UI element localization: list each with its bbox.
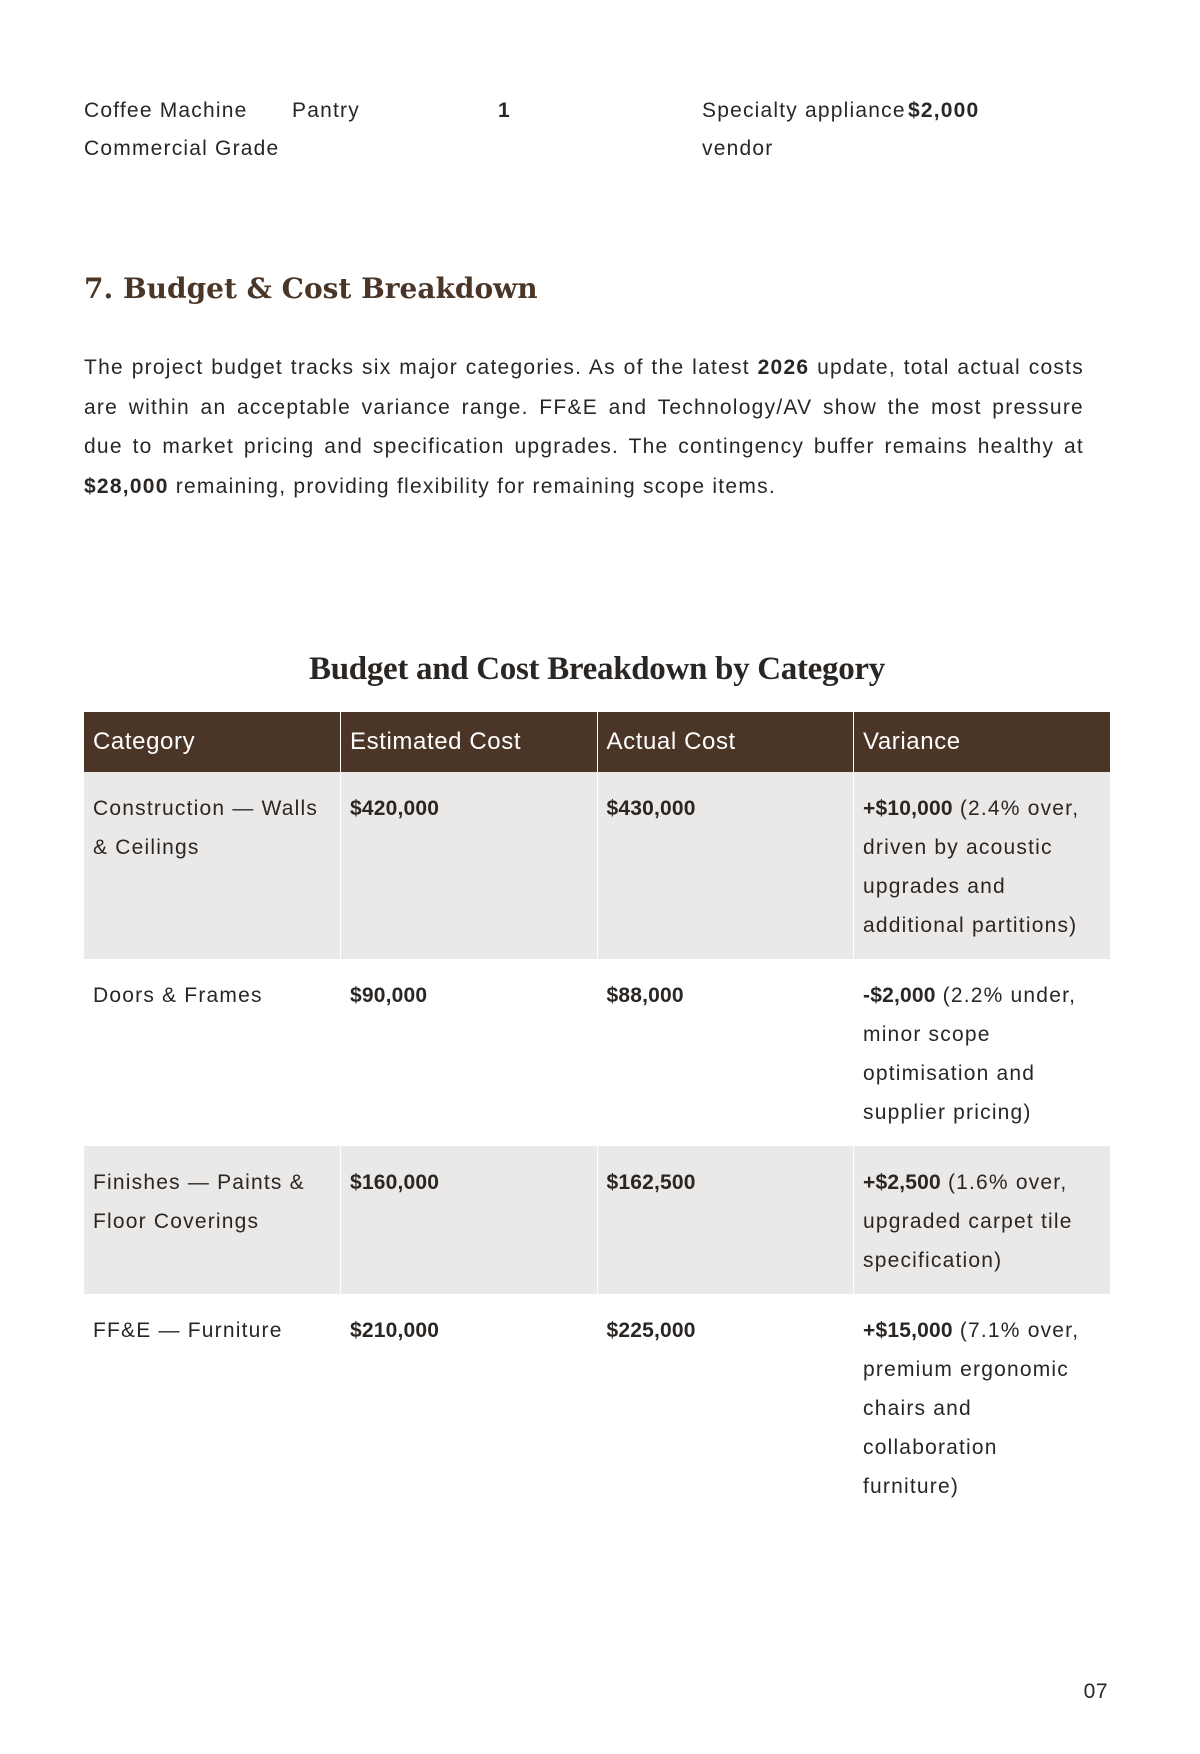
budget-table: [84, 712, 1111, 1520]
variance-cell: [854, 1146, 1111, 1294]
table-row: [84, 1146, 1110, 1294]
variance-cell: [854, 959, 1111, 1146]
variance-amount: +$10,000: [863, 797, 953, 820]
table-row: [84, 1294, 1110, 1520]
section-intro-paragraph: [84, 348, 1084, 506]
category-cell: FF&E — Furniture: [84, 1294, 341, 1520]
table-header-row: [84, 712, 1110, 772]
item-cell: Coffee Machine Commercial Grade: [84, 99, 280, 160]
category-cell: Doors & Frames: [84, 959, 341, 1146]
variance-note: (7.1% over, premium ergonomic chairs and collaboration furniture): [863, 1319, 1080, 1498]
header-category: Category: [84, 712, 341, 772]
actual-cost-cell: $162,500: [597, 1146, 854, 1294]
category-cell: Finishes — Paints & Floor Coverings: [84, 1146, 341, 1294]
quantity-cell: 1: [498, 99, 511, 122]
cost-cell: $2,000: [908, 99, 980, 122]
estimated-cost-cell: $160,000: [341, 1146, 598, 1294]
actual-cost-cell: $225,000: [597, 1294, 854, 1520]
header-estimated-cost: Estimated Cost: [341, 712, 598, 772]
header-variance: Variance: [854, 712, 1111, 772]
table-row: [84, 772, 1110, 959]
estimated-cost-cell: $420,000: [341, 772, 598, 959]
intro-text-1: The project budget tracks six major categories. As of the latest: [84, 356, 758, 379]
carry-over-table-row: [84, 92, 1110, 168]
variance-amount: -$2,000: [863, 984, 936, 1007]
variance-amount: +$15,000: [863, 1319, 953, 1342]
page-number: 07: [1083, 1680, 1108, 1703]
variance-amount: +$2,500: [863, 1171, 941, 1194]
intro-text-3: remaining, providing flexibility for remaining scope items.: [168, 474, 776, 498]
variance-note: (2.4% over, driven by acoustic upgrades and additional partitions): [863, 797, 1080, 937]
intro-year: 2026: [757, 356, 810, 379]
actual-cost-cell: $88,000: [597, 959, 854, 1146]
section-heading: 7. Budget & Cost Breakdown: [84, 272, 538, 305]
variance-cell: [854, 1294, 1111, 1520]
variance-cell: [854, 772, 1111, 959]
estimated-cost-cell: $210,000: [341, 1294, 598, 1520]
table-row: [84, 959, 1110, 1146]
vendor-cell: Specialty appliance vendor: [702, 99, 906, 160]
header-actual-cost: Actual Cost: [597, 712, 854, 772]
location-cell: Pantry: [292, 99, 360, 122]
variance-note: (2.2% under, minor scope optimisation and supplier pricing): [863, 984, 1077, 1124]
intro-text-2: update, total actual costs are within an acceptable variance range. FF&E and Technology/AV show the most pressure due to market pricing and specification upgrades. The contingency buffer remains healthy at: [84, 356, 1084, 458]
intro-contingency-amount: $28,000: [84, 474, 169, 498]
variance-note: (1.6% over, upgraded carpet tile specification): [863, 1171, 1073, 1272]
actual-cost-cell: $430,000: [597, 772, 854, 959]
table-title: Budget and Cost Breakdown by Category: [309, 651, 885, 687]
category-cell: Construction — Walls & Ceilings: [84, 772, 341, 959]
estimated-cost-cell: $90,000: [341, 959, 598, 1146]
